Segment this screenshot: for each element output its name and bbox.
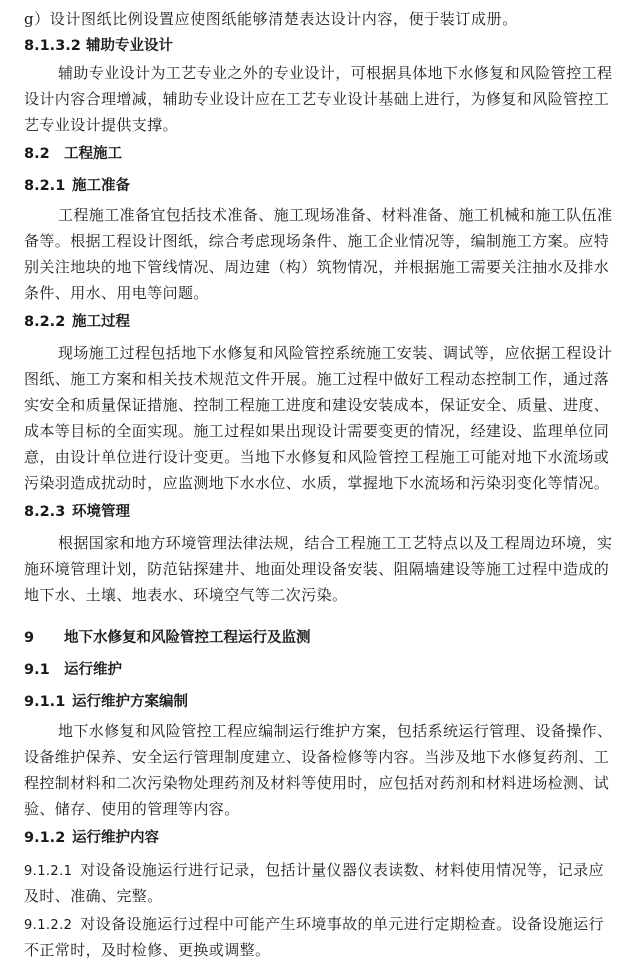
clause-text: 对设备设施运行过程中可能产生环境事故的单元进行定期检查。设备设施运行不正常时，及时检修、更换或调整。	[24, 915, 604, 959]
section-title: 运行维护	[64, 662, 122, 678]
section-title: 环境管理	[72, 504, 130, 520]
clause-number: 9.1.2.1	[24, 864, 73, 879]
section-heading-8-2-2	[24, 312, 616, 332]
section-number: 9.1.2	[24, 830, 66, 846]
section-title: 运行维护内容	[72, 830, 159, 846]
section-heading-8-1-3-2	[24, 36, 616, 56]
paragraph-8-2-1: 工程施工准备宜包括技术准备、施工现场准备、材料准备、施工机械和施工队伍准备等。根据工程设计图纸，综合考虑现场条件、施工企业情况等，编制施工方案。应特别关注地块的地下管线情况、周边建（构）筑物情况，并根据施工需要关注抽水及排水条件、用水、用电等问题。	[24, 206, 613, 302]
section-number: 8.2.2	[24, 314, 66, 330]
list-item-g: g）设计图纸比例设置应使图纸能够清楚表达设计内容，便于装订成册。	[24, 10, 518, 28]
paragraph-9-1-1: 地下水修复和风险管控工程应编制运行维护方案，包括系统运行管理、设备操作、设备维护保养、安全运行管理制度建立、设备检修等内容。当涉及地下水修复药剂、工程控制材料和二次污染物处理药剂及材料等使用时，应包括对药剂和材料进场检测、试验、储存、使用的管理等内容。	[24, 722, 613, 818]
section-number: 9.1	[24, 662, 50, 678]
section-heading-9-1	[24, 660, 616, 680]
clause-9-1-2-1	[24, 858, 616, 909]
clause-9-1-2-2	[24, 912, 616, 963]
section-title: 施工过程	[72, 314, 130, 330]
clause-number: 9.1.2.2	[24, 918, 73, 933]
section-number: 9	[24, 630, 35, 646]
section-number: 8.2.1	[24, 178, 66, 194]
section-number: 8.2.3	[24, 504, 66, 520]
chapter-heading-9	[24, 628, 616, 648]
paragraph-8-2-3: 根据国家和地方环境管理法律法规，结合工程施工工艺特点以及工程周边环境，实施环境管理计划，防范钻探建井、地面处理设备安装、阻隔墙建设等施工过程中造成的地下水、土壤、地表水、环境空气等二次污染。	[24, 534, 613, 604]
section-title: 运行维护方案编制	[72, 694, 188, 710]
paragraph-8-2-2: 现场施工过程包括地下水修复和风险管控系统施工安装、调试等，应依据工程设计图纸、施工方案和相关技术规范文件开展。施工过程中做好工程动态控制工作，通过落实安全和质量保证措施、控制工程施工进度和建设安装成本，保证安全、质量、进度、成本等目标的全面实现。施工过程如果出现设计需要变更的情况，经建设、监理单位同意，由设计单位进行设计变更。当地下水修复和风险管控工程施工可能对地下水流场或污染羽造成扰动时，应监测地下水水位、水质，掌握地下水流场和污染羽变化等情况。	[24, 344, 613, 492]
paragraph-8-1-3-2: 辅助专业设计为工艺专业之外的专业设计，可根据具体地下水修复和风险管控工程设计内容合理增减，辅助专业设计应在工艺专业设计基础上进行，为修复和风险管控工艺专业设计提供支撑。	[24, 64, 613, 134]
section-title: 地下水修复和风险管控工程运行及监测	[64, 630, 311, 646]
section-number: 8.1.3.2	[24, 38, 81, 54]
section-number: 8.2	[24, 146, 50, 162]
section-title: 工程施工	[64, 146, 122, 162]
clause-text: 对设备设施运行进行记录，包括计量仪器仪表读数、材料使用情况等，记录应及时、准确、完整。	[24, 861, 604, 905]
section-title: 辅助专业设计	[86, 38, 173, 54]
section-heading-9-1-2	[24, 828, 616, 848]
section-title: 施工准备	[72, 178, 130, 194]
section-heading-8-2	[24, 144, 616, 164]
section-heading-8-2-3	[24, 502, 616, 522]
section-number: 9.1.1	[24, 694, 66, 710]
section-heading-9-1-1	[24, 692, 616, 712]
section-heading-8-2-1	[24, 176, 616, 196]
